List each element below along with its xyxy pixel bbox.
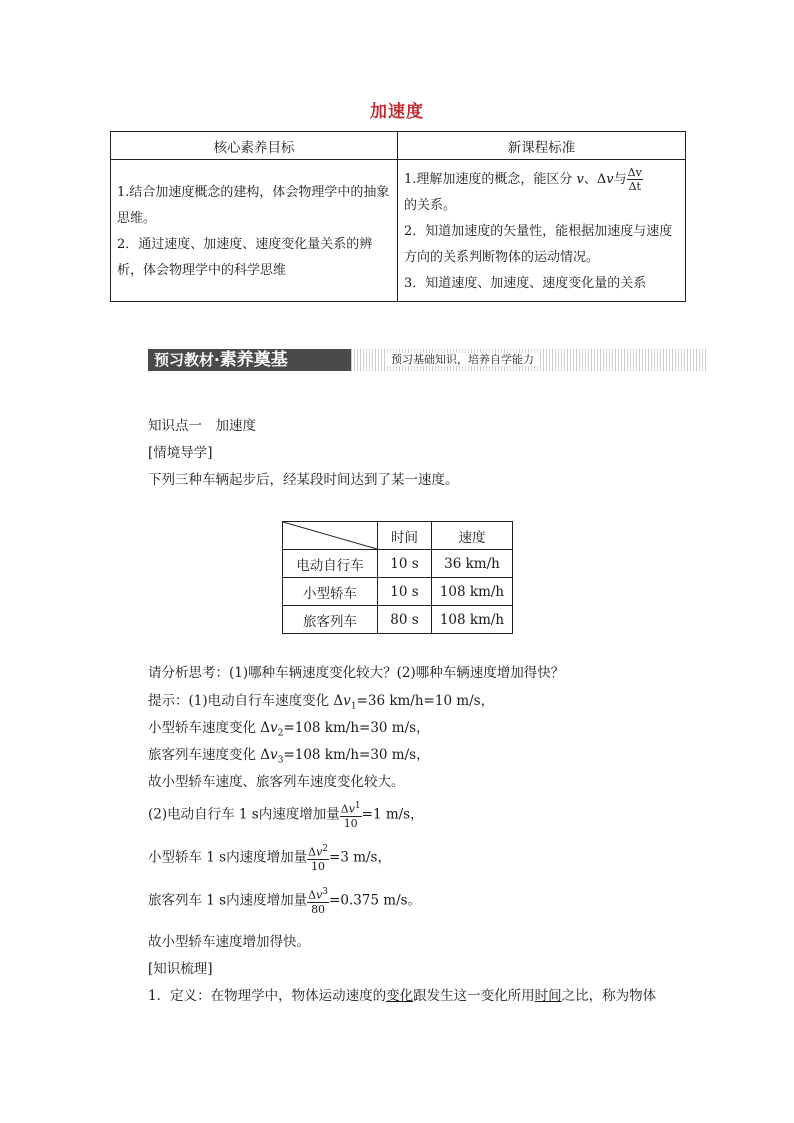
goals-header-right: 新课程标准 bbox=[398, 132, 686, 160]
table-row: 小型轿车 10 s 108 km/h bbox=[283, 578, 513, 606]
goal-item: 2．通过速度、加速度、速度变化量关系的辨析，体会物理学中的科学思维 bbox=[117, 236, 373, 278]
banner-title: 预习教材·素养奠基 bbox=[148, 349, 351, 371]
fraction: $\frac{\Delta v^2}{10}$ bbox=[308, 844, 329, 873]
situation-label: [情境导学] bbox=[148, 445, 213, 461]
knowledge-point-heading: 知识点一 加速度 bbox=[148, 418, 256, 434]
standard-item: 1.理解加速度的概念，能区分 v、Δv与 $\frac{\Delta v}{\Delta t}$ bbox=[404, 166, 642, 193]
speed-table bbox=[282, 521, 513, 634]
diagonal-line bbox=[283, 522, 377, 549]
hint-line: (2)电动自行车 1 s内速度增加量 $\frac{\Delta v^1}{10}$ =1 m/s， bbox=[148, 801, 424, 830]
diagonal-cell bbox=[283, 522, 378, 550]
hint-line: 故小型轿车速度、旅客列车速度变化较大。 bbox=[148, 774, 405, 790]
question-text: 请分析思考：(1)哪种车辆速度变化较大？(2)哪种车辆速度增加得快？ bbox=[148, 665, 565, 681]
goals-left-cell bbox=[111, 160, 398, 302]
hint-conclusion: 故小型轿车速度增加得快。 bbox=[148, 934, 310, 950]
goals-right-cell bbox=[398, 160, 686, 302]
hint-line: 提示：(1)电动自行车速度变化 $\Delta v_1=36$ km/h=10 m/s， bbox=[148, 693, 495, 712]
standard-item: 3．知道速度、加速度、速度变化量的关系 bbox=[404, 276, 647, 291]
goals-table bbox=[110, 131, 686, 302]
knowledge-sort-label: [知识梳理] bbox=[148, 961, 213, 977]
definition-text: 1．定义：在物理学中，物体运动速度的变化跟发生这一变化所用时间之比，称为物体 bbox=[148, 988, 657, 1004]
table-row: 电动自行车 10 s 36 km/h bbox=[283, 550, 513, 578]
hint-line: 旅客列车速度变化 $\Delta v_3=108$ km/h=30 m/s， bbox=[148, 747, 430, 766]
page-title: 加速度 bbox=[370, 102, 424, 122]
hint-line: 小型轿车 1 s内速度增加量 $\frac{\Delta v^2}{10}$ =3 m/s， bbox=[148, 844, 391, 873]
goal-item: 1.结合加速度概念的建构，体会物理学中的抽象思维。 bbox=[117, 184, 390, 226]
hint-line: 小型轿车速度变化 $\Delta v_2=108$ km/h=30 m/s， bbox=[148, 720, 430, 739]
section-banner bbox=[148, 349, 708, 371]
goals-header-left: 核心素养目标 bbox=[111, 132, 398, 160]
hint-line: 旅客列车 1 s内速度增加量 $\frac{\Delta v^3}{80}$ =0.375 m/s。 bbox=[148, 887, 422, 916]
banner-subtitle: 预习基础知识，培养自学能力 bbox=[351, 349, 708, 371]
fraction: $\frac{\Delta v}{\Delta t}$ bbox=[627, 166, 642, 193]
speed-header-time: 时间 bbox=[378, 522, 432, 550]
standard-item: 2．知道加速度的矢量性，能根据加速度与速度方向的关系判断物体的运动情况。 bbox=[404, 224, 673, 265]
fraction: $\frac{\Delta v^3}{80}$ bbox=[308, 887, 329, 916]
table-row: 旅客列车 80 s 108 km/h bbox=[283, 606, 513, 634]
intro-text: 下列三种车辆起步后，经某段时间达到了某一速度。 bbox=[148, 472, 459, 488]
standard-item-end: 的关系。 bbox=[404, 198, 457, 213]
speed-header-speed: 速度 bbox=[432, 522, 513, 550]
fraction: $\frac{\Delta v^1}{10}$ bbox=[340, 801, 361, 830]
